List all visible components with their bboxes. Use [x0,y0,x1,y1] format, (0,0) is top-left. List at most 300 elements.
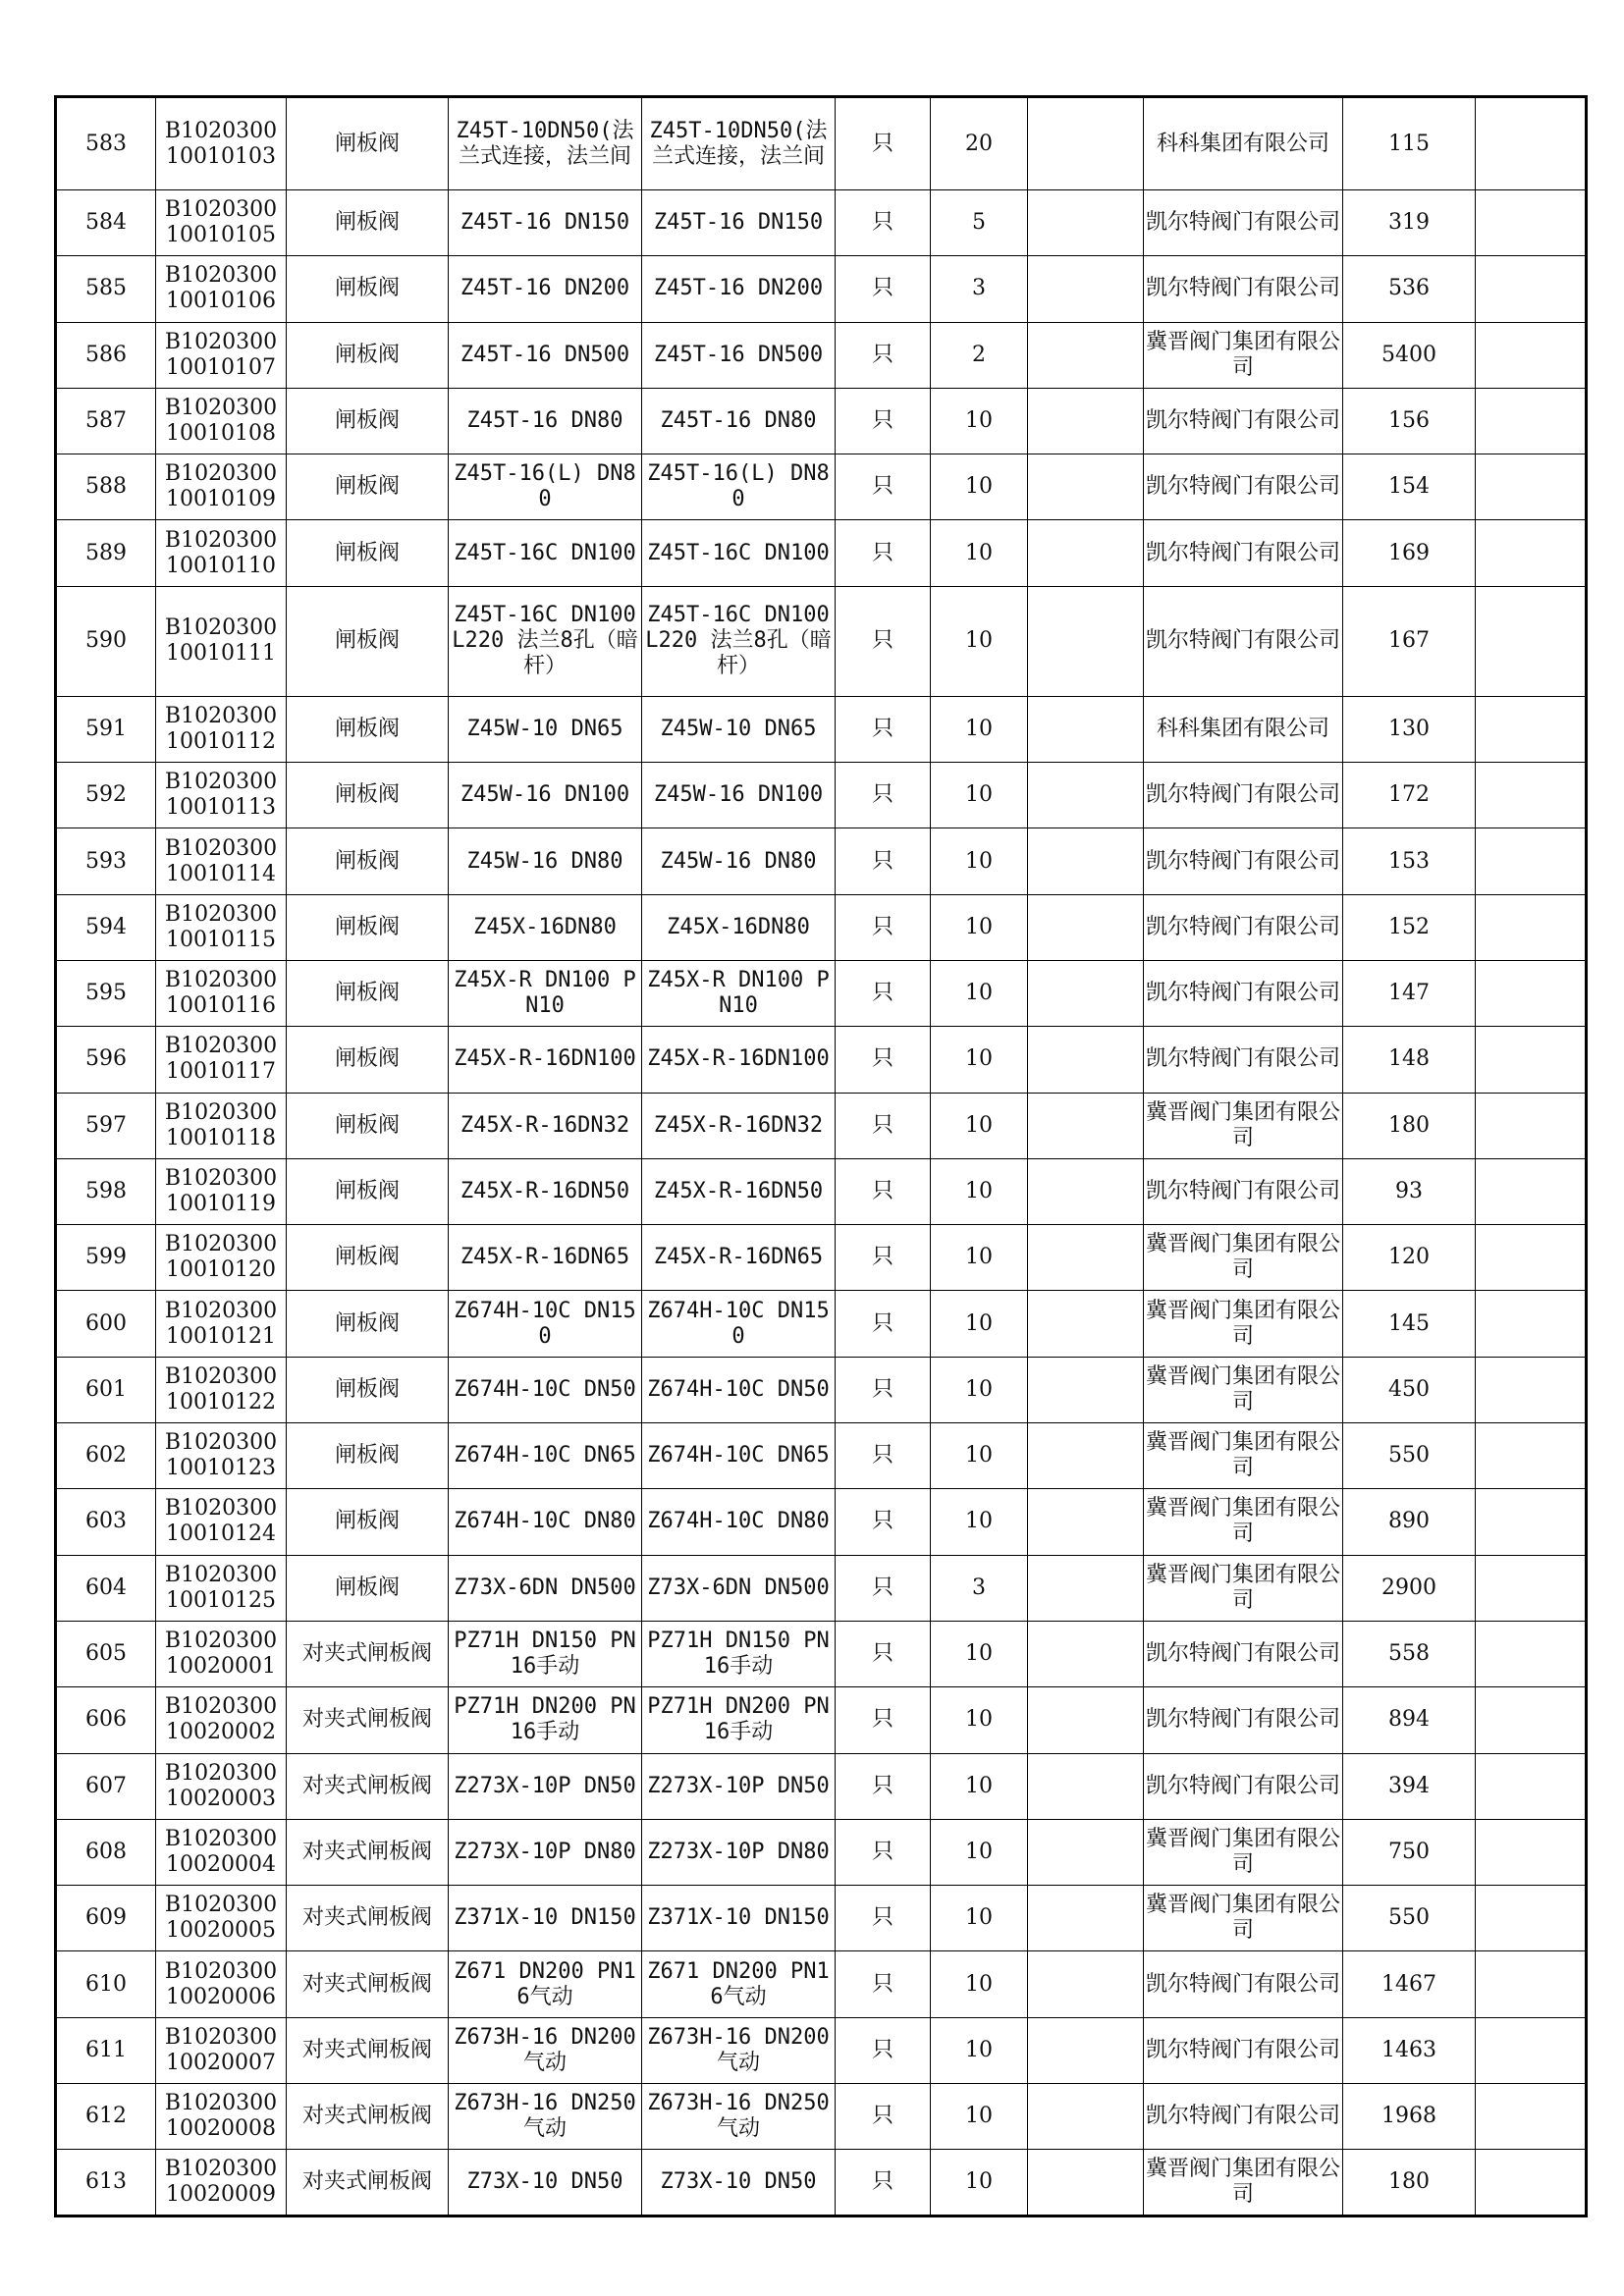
quantity-cell: 10 [931,1423,1028,1489]
unit-price-cell: 450 [1343,1357,1476,1422]
item-name-cell: 闸板阀 [287,960,449,1026]
item-code-cell: B1020300 10010117 [156,1027,287,1093]
quantity-cell: 10 [931,1819,1028,1885]
unit-price-cell: 894 [1343,1687,1476,1753]
item-spec-cell: Z45W-16 DN80 [449,828,642,894]
unit-price-cell: 180 [1343,1093,1476,1158]
item-name-cell: 对夹式闸板阀 [287,1819,449,1885]
table-row [56,1093,1587,1158]
unit-price-cell: 5400 [1343,322,1476,388]
table-row [56,454,1587,520]
unit-cell: 只 [836,1093,931,1158]
item-name-cell: 闸板阀 [287,1357,449,1422]
supplier-cell: 凯尔特阀门有限公司 [1144,388,1343,454]
table-row [56,1357,1587,1422]
item-code-cell: B1020300 10010125 [156,1555,287,1621]
item-spec-cell: Z674H-10C DN80 [449,1489,642,1555]
quantity-cell: 10 [931,1951,1028,2017]
item-name-cell: 对夹式闸板阀 [287,1886,449,1951]
supplier-cell: 凯尔特阀门有限公司 [1144,2084,1343,2150]
unit-cell: 只 [836,763,931,828]
item-name-cell: 对夹式闸板阀 [287,1753,449,1819]
item-code-cell: B1020300 10020004 [156,1819,287,1885]
item-code-cell: B1020300 10020006 [156,1951,287,2017]
note-cell [1028,190,1144,256]
item-model-cell: Z45T-16(L) DN80 [642,454,836,520]
item-spec-cell: Z45X-R-16DN65 [449,1225,642,1291]
note-cell [1028,454,1144,520]
item-code-cell: B1020300 10020005 [156,1886,287,1951]
table-row [56,1489,1587,1555]
unit-cell: 只 [836,2150,931,2216]
item-spec-cell: Z674H-10C DN50 [449,1357,642,1422]
item-name-cell: 闸板阀 [287,1423,449,1489]
note-cell [1028,1886,1144,1951]
item-model-cell: Z45T-16 DN80 [642,388,836,454]
row-number-cell: 613 [56,2150,156,2216]
supplier-cell: 凯尔特阀门有限公司 [1144,1158,1343,1224]
table-row [56,2017,1587,2083]
item-spec-cell: PZ71H DN200 PN16手动 [449,1687,642,1753]
item-model-cell: Z45X-R-16DN100 [642,1027,836,1093]
supplier-cell: 冀晋阀门集团有限公司 [1144,1093,1343,1158]
remark-cell [1476,2017,1587,2083]
remark-cell [1476,454,1587,520]
row-number-cell: 610 [56,1951,156,2017]
remark-cell [1476,1423,1587,1489]
item-model-cell: Z73X-10 DN50 [642,2150,836,2216]
item-spec-cell: Z673H-16 DN200 气动 [449,2017,642,2083]
item-code-cell: B1020300 10020002 [156,1687,287,1753]
item-spec-cell: Z45T-16 DN500 [449,322,642,388]
remark-cell [1476,1555,1587,1621]
remark-cell [1476,1753,1587,1819]
item-code-cell: B1020300 10010106 [156,256,287,322]
supplier-cell: 冀晋阀门集团有限公司 [1144,1225,1343,1291]
item-code-cell: B1020300 10010120 [156,1225,287,1291]
unit-price-cell: 167 [1343,586,1476,696]
item-name-cell: 闸板阀 [287,388,449,454]
item-spec-cell: Z45T-16 DN200 [449,256,642,322]
row-number-cell: 585 [56,256,156,322]
item-code-cell: B1020300 10020003 [156,1753,287,1819]
unit-price-cell: 156 [1343,388,1476,454]
quantity-cell: 10 [931,1886,1028,1951]
item-code-cell: B1020300 10010109 [156,454,287,520]
row-number-cell: 595 [56,960,156,1026]
item-code-cell: B1020300 10010112 [156,696,287,762]
note-cell [1028,960,1144,1026]
item-model-cell: Z273X-10P DN80 [642,1819,836,1885]
unit-cell: 只 [836,1819,931,1885]
note-cell [1028,696,1144,762]
supplier-cell: 凯尔特阀门有限公司 [1144,1027,1343,1093]
table-row [56,2150,1587,2216]
remark-cell [1476,190,1587,256]
item-model-cell: Z45X-R-16DN65 [642,1225,836,1291]
table-row [56,1555,1587,1621]
table-row [56,1291,1587,1357]
unit-price-cell: 1463 [1343,2017,1476,2083]
item-code-cell: B1020300 10020009 [156,2150,287,2216]
unit-price-cell: 750 [1343,1819,1476,1885]
remark-cell [1476,97,1587,190]
remark-cell [1476,1819,1587,1885]
quantity-cell: 10 [931,388,1028,454]
unit-price-cell: 93 [1343,1158,1476,1224]
item-model-cell: Z45W-16 DN80 [642,828,836,894]
remark-cell [1476,586,1587,696]
item-model-cell: Z371X-10 DN150 [642,1886,836,1951]
item-model-cell: Z45T-16 DN150 [642,190,836,256]
remark-cell [1476,828,1587,894]
table-row [56,894,1587,960]
row-number-cell: 605 [56,1621,156,1686]
supplier-cell: 冀晋阀门集团有限公司 [1144,1291,1343,1357]
row-number-cell: 612 [56,2084,156,2150]
table-row [56,388,1587,454]
row-number-cell: 609 [56,1886,156,1951]
remark-cell [1476,1291,1587,1357]
supplier-cell: 凯尔特阀门有限公司 [1144,1687,1343,1753]
item-name-cell: 闸板阀 [287,256,449,322]
remark-cell [1476,256,1587,322]
quantity-cell: 10 [931,1489,1028,1555]
quantity-cell: 10 [931,696,1028,762]
item-spec-cell: Z273X-10P DN80 [449,1819,642,1885]
supplier-cell: 凯尔特阀门有限公司 [1144,1621,1343,1686]
item-code-cell: B1020300 10010110 [156,520,287,586]
supplier-cell: 凯尔特阀门有限公司 [1144,586,1343,696]
item-name-cell: 闸板阀 [287,520,449,586]
remark-cell [1476,2084,1587,2150]
row-number-cell: 584 [56,190,156,256]
item-spec-cell: Z45X-16DN80 [449,894,642,960]
unit-price-cell: 890 [1343,1489,1476,1555]
quantity-cell: 10 [931,1357,1028,1422]
unit-cell: 只 [836,1027,931,1093]
remark-cell [1476,696,1587,762]
item-name-cell: 闸板阀 [287,894,449,960]
supplier-cell: 冀晋阀门集团有限公司 [1144,1357,1343,1422]
item-code-cell: B1020300 10010118 [156,1093,287,1158]
unit-price-cell: 115 [1343,97,1476,190]
row-number-cell: 590 [56,586,156,696]
item-spec-cell: Z45W-10 DN65 [449,696,642,762]
item-code-cell: B1020300 10010122 [156,1357,287,1422]
unit-cell: 只 [836,894,931,960]
quantity-cell: 3 [931,256,1028,322]
item-code-cell: B1020300 10010111 [156,586,287,696]
supplier-cell: 凯尔特阀门有限公司 [1144,960,1343,1026]
quantity-cell: 2 [931,322,1028,388]
item-spec-cell: Z45X-R-16DN100 [449,1027,642,1093]
table-row [56,828,1587,894]
item-code-cell: B1020300 10010116 [156,960,287,1026]
unit-cell: 只 [836,696,931,762]
item-code-cell: B1020300 10010108 [156,388,287,454]
note-cell [1028,1027,1144,1093]
item-code-cell: B1020300 10010121 [156,1291,287,1357]
item-name-cell: 闸板阀 [287,97,449,190]
item-code-cell: B1020300 10010103 [156,97,287,190]
row-number-cell: 589 [56,520,156,586]
row-number-cell: 588 [56,454,156,520]
unit-cell: 只 [836,1291,931,1357]
unit-cell: 只 [836,2017,931,2083]
supplier-cell: 凯尔特阀门有限公司 [1144,763,1343,828]
item-code-cell: B1020300 10020008 [156,2084,287,2150]
unit-price-cell: 147 [1343,960,1476,1026]
quantity-cell: 10 [931,894,1028,960]
table-row [56,1423,1587,1489]
unit-cell: 只 [836,1158,931,1224]
row-number-cell: 587 [56,388,156,454]
quantity-cell: 10 [931,454,1028,520]
row-number-cell: 593 [56,828,156,894]
quantity-cell: 10 [931,828,1028,894]
unit-cell: 只 [836,1555,931,1621]
item-model-cell: Z45T-10DN50(法兰式连接，法兰间 [642,97,836,190]
table-row [56,1886,1587,1951]
item-code-cell: B1020300 10010114 [156,828,287,894]
unit-price-cell: 145 [1343,1291,1476,1357]
supplier-cell: 科科集团有限公司 [1144,696,1343,762]
unit-cell: 只 [836,1489,931,1555]
item-spec-cell: Z45T-16C DN100 [449,520,642,586]
note-cell [1028,256,1144,322]
quantity-cell: 20 [931,97,1028,190]
row-number-cell: 599 [56,1225,156,1291]
supplier-cell: 凯尔特阀门有限公司 [1144,520,1343,586]
unit-cell: 只 [836,1357,931,1422]
item-name-cell: 对夹式闸板阀 [287,1687,449,1753]
item-model-cell: Z45X-R DN100 PN10 [642,960,836,1026]
note-cell [1028,2150,1144,2216]
unit-cell: 只 [836,256,931,322]
remark-cell [1476,763,1587,828]
note-cell [1028,1687,1144,1753]
item-spec-cell: Z45T-16(L) DN80 [449,454,642,520]
unit-price-cell: 169 [1343,520,1476,586]
item-code-cell: B1020300 10010107 [156,322,287,388]
supplier-cell: 冀晋阀门集团有限公司 [1144,2150,1343,2216]
note-cell [1028,894,1144,960]
unit-price-cell: 536 [1343,256,1476,322]
remark-cell [1476,1093,1587,1158]
row-number-cell: 607 [56,1753,156,1819]
quantity-cell: 10 [931,520,1028,586]
row-number-cell: 583 [56,97,156,190]
table-row [56,2084,1587,2150]
supplier-cell: 冀晋阀门集团有限公司 [1144,1886,1343,1951]
row-number-cell: 600 [56,1291,156,1357]
note-cell [1028,1093,1144,1158]
table-row [56,190,1587,256]
supplier-cell: 冀晋阀门集团有限公司 [1144,1555,1343,1621]
unit-cell: 只 [836,388,931,454]
item-model-cell: Z45X-R-16DN32 [642,1093,836,1158]
table-row [56,1225,1587,1291]
row-number-cell: 606 [56,1687,156,1753]
quantity-cell: 10 [931,1687,1028,1753]
item-name-cell: 对夹式闸板阀 [287,2084,449,2150]
table-row [56,1687,1587,1753]
supplier-cell: 凯尔特阀门有限公司 [1144,1951,1343,2017]
quantity-cell: 10 [931,1621,1028,1686]
note-cell [1028,1357,1144,1422]
note-cell [1028,388,1144,454]
note-cell [1028,1423,1144,1489]
item-name-cell: 闸板阀 [287,1027,449,1093]
remark-cell [1476,1886,1587,1951]
item-model-cell: Z45X-R-16DN50 [642,1158,836,1224]
item-spec-cell: Z673H-16 DN250 气动 [449,2084,642,2150]
price-list-table [54,95,1588,2217]
item-model-cell: Z45W-10 DN65 [642,696,836,762]
remark-cell [1476,1225,1587,1291]
supplier-cell: 凯尔特阀门有限公司 [1144,2017,1343,2083]
item-model-cell: Z45T-16 DN200 [642,256,836,322]
table-row [56,1951,1587,2017]
remark-cell [1476,960,1587,1026]
unit-price-cell: 558 [1343,1621,1476,1686]
supplier-cell: 凯尔特阀门有限公司 [1144,828,1343,894]
quantity-cell: 10 [931,1093,1028,1158]
quantity-cell: 10 [931,2084,1028,2150]
row-number-cell: 608 [56,1819,156,1885]
remark-cell [1476,1687,1587,1753]
item-model-cell: PZ71H DN200 PN16手动 [642,1687,836,1753]
note-cell [1028,1158,1144,1224]
item-model-cell: Z273X-10P DN50 [642,1753,836,1819]
quantity-cell: 10 [931,586,1028,696]
remark-cell [1476,520,1587,586]
item-code-cell: B1020300 10020007 [156,2017,287,2083]
unit-cell: 只 [836,520,931,586]
note-cell [1028,1291,1144,1357]
unit-price-cell: 550 [1343,1886,1476,1951]
unit-price-cell: 148 [1343,1027,1476,1093]
row-number-cell: 603 [56,1489,156,1555]
note-cell [1028,1951,1144,2017]
note-cell [1028,1753,1144,1819]
supplier-cell: 凯尔特阀门有限公司 [1144,454,1343,520]
item-name-cell: 对夹式闸板阀 [287,1951,449,2017]
unit-price-cell: 2900 [1343,1555,1476,1621]
supplier-cell: 凯尔特阀门有限公司 [1144,190,1343,256]
item-name-cell: 闸板阀 [287,1093,449,1158]
item-name-cell: 闸板阀 [287,1225,449,1291]
unit-price-cell: 319 [1343,190,1476,256]
item-spec-cell: Z273X-10P DN50 [449,1753,642,1819]
item-code-cell: B1020300 10020001 [156,1621,287,1686]
item-spec-cell: Z371X-10 DN150 [449,1886,642,1951]
item-model-cell: Z674H-10C DN50 [642,1357,836,1422]
quantity-cell: 3 [931,1555,1028,1621]
unit-cell: 只 [836,1621,931,1686]
item-spec-cell: Z45T-16 DN150 [449,190,642,256]
table-row [56,256,1587,322]
table-row [56,586,1587,696]
table-row [56,1819,1587,1885]
unit-price-cell: 1968 [1343,2084,1476,2150]
item-code-cell: B1020300 10010123 [156,1423,287,1489]
item-spec-cell: Z73X-6DN DN500 [449,1555,642,1621]
item-name-cell: 闸板阀 [287,1158,449,1224]
item-name-cell: 闸板阀 [287,828,449,894]
row-number-cell: 602 [56,1423,156,1489]
row-number-cell: 596 [56,1027,156,1093]
quantity-cell: 10 [931,960,1028,1026]
item-model-cell: Z45T-16 DN500 [642,322,836,388]
unit-cell: 只 [836,828,931,894]
item-model-cell: Z45T-16C DN100 [642,520,836,586]
item-spec-cell: Z45X-R-16DN32 [449,1093,642,1158]
remark-cell [1476,1027,1587,1093]
item-name-cell: 闸板阀 [287,696,449,762]
item-spec-cell: Z45T-10DN50(法兰式连接，法兰间 [449,97,642,190]
item-model-cell: Z674H-10C DN150 [642,1291,836,1357]
item-model-cell: Z45W-16 DN100 [642,763,836,828]
note-cell [1028,1819,1144,1885]
remark-cell [1476,894,1587,960]
unit-price-cell: 153 [1343,828,1476,894]
supplier-cell: 科科集团有限公司 [1144,97,1343,190]
item-spec-cell: Z674H-10C DN65 [449,1423,642,1489]
remark-cell [1476,1489,1587,1555]
note-cell [1028,520,1144,586]
remark-cell [1476,388,1587,454]
item-code-cell: B1020300 10010119 [156,1158,287,1224]
quantity-cell: 10 [931,2150,1028,2216]
item-model-cell: PZ71H DN150 PN16手动 [642,1621,836,1686]
remark-cell [1476,2150,1587,2216]
unit-cell: 只 [836,1423,931,1489]
unit-price-cell: 130 [1343,696,1476,762]
item-name-cell: 闸板阀 [287,586,449,696]
item-spec-cell: PZ71H DN150 PN16手动 [449,1621,642,1686]
row-number-cell: 604 [56,1555,156,1621]
unit-price-cell: 394 [1343,1753,1476,1819]
quantity-cell: 10 [931,1027,1028,1093]
row-number-cell: 611 [56,2017,156,2083]
unit-price-cell: 1467 [1343,1951,1476,2017]
item-spec-cell: Z45X-R-16DN50 [449,1158,642,1224]
remark-cell [1476,322,1587,388]
item-model-cell: Z674H-10C DN80 [642,1489,836,1555]
note-cell [1028,2017,1144,2083]
remark-cell [1476,1951,1587,2017]
unit-cell: 只 [836,322,931,388]
remark-cell [1476,1357,1587,1422]
table-row [56,520,1587,586]
note-cell [1028,1225,1144,1291]
item-model-cell: Z45T-16C DN100 L220 法兰8孔（暗杆） [642,586,836,696]
unit-cell: 只 [836,190,931,256]
note-cell [1028,1489,1144,1555]
supplier-cell: 凯尔特阀门有限公司 [1144,1753,1343,1819]
item-code-cell: B1020300 10010113 [156,763,287,828]
table-row [56,1027,1587,1093]
quantity-cell: 10 [931,1225,1028,1291]
supplier-cell: 冀晋阀门集团有限公司 [1144,322,1343,388]
item-name-cell: 闸板阀 [287,322,449,388]
item-name-cell: 闸板阀 [287,1489,449,1555]
unit-cell: 只 [836,1753,931,1819]
row-number-cell: 598 [56,1158,156,1224]
unit-price-cell: 180 [1343,2150,1476,2216]
